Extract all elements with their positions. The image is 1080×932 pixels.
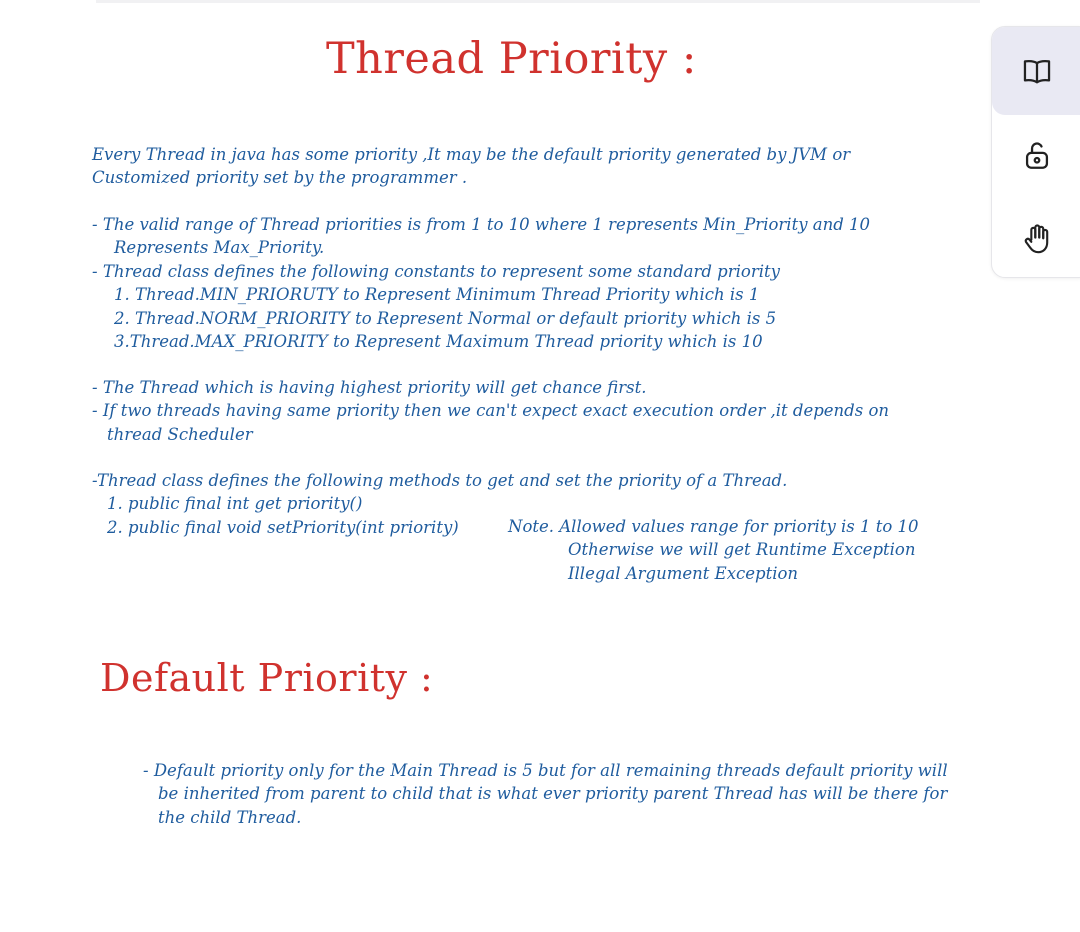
text-line: - The Thread which is having highest priority will get chance first. bbox=[92, 378, 647, 397]
constants-list bbox=[92, 260, 780, 353]
text-line: Customized priority set by the programmer . bbox=[92, 168, 468, 188]
text-line: thread Scheduler bbox=[107, 424, 253, 444]
text-line: - Default priority only for the Main Thread is 5 but for all remaining threads default priority will bbox=[143, 761, 948, 780]
unlock-button[interactable] bbox=[992, 111, 1080, 199]
text-line: Represents Max_Priority. bbox=[114, 238, 325, 258]
book-icon bbox=[1020, 54, 1054, 88]
text-line: Illegal Argument Exception bbox=[568, 563, 799, 583]
text-line: - If two threads having same priority then we can't expect exact execution order ,it depends on bbox=[92, 401, 890, 421]
intro-text bbox=[92, 143, 850, 190]
text-line: Note. Allowed values range for priority is 1 to 10 bbox=[508, 517, 919, 536]
range-text bbox=[92, 213, 870, 260]
reading-mode-button[interactable] bbox=[992, 27, 1080, 115]
text-line: the child Thread. bbox=[158, 807, 302, 827]
pan-tool-button[interactable] bbox=[992, 195, 1080, 283]
text-line: be inherited from parent to child that is what ever priority parent Thread has will be there for bbox=[158, 784, 948, 804]
list-item: 2. public final void setPriority(int priority) bbox=[107, 517, 459, 537]
page-title: Thread Priority : bbox=[326, 34, 697, 84]
text-line: Every Thread in java has some priority ,It may be the default priority generated by JVM or bbox=[92, 145, 851, 164]
text-line: - Thread class defines the following constants to represent some standard priority bbox=[92, 262, 780, 281]
text-line: - The valid range of Thread priorities is from 1 to 10 where 1 represents Min_Priority and 10 bbox=[92, 215, 871, 234]
list-item: 1. Thread.MIN_PRIORUTY to Represent Minimum Thread Priority which is 1 bbox=[114, 285, 760, 305]
chance-text bbox=[92, 376, 889, 446]
hand-icon bbox=[1020, 222, 1054, 256]
unlock-icon bbox=[1020, 138, 1054, 172]
text-line: Otherwise we will get Runtime Exception bbox=[568, 540, 916, 560]
methods-note bbox=[508, 515, 919, 585]
list-item: 2. Thread.NORM_PRIORITY to Represent Normal or default priority which is 5 bbox=[114, 308, 777, 328]
list-item: 3.Thread.MAX_PRIORITY to Represent Maximum Thread priority which is 10 bbox=[114, 331, 763, 351]
default-priority-text bbox=[143, 759, 948, 829]
default-priority-title: Default Priority : bbox=[100, 656, 434, 700]
side-toolbar bbox=[991, 26, 1080, 278]
text-line: -Thread class defines the following methods to get and set the priority of a Thread. bbox=[92, 471, 788, 490]
list-item: 1. public final int get priority() bbox=[107, 494, 363, 514]
